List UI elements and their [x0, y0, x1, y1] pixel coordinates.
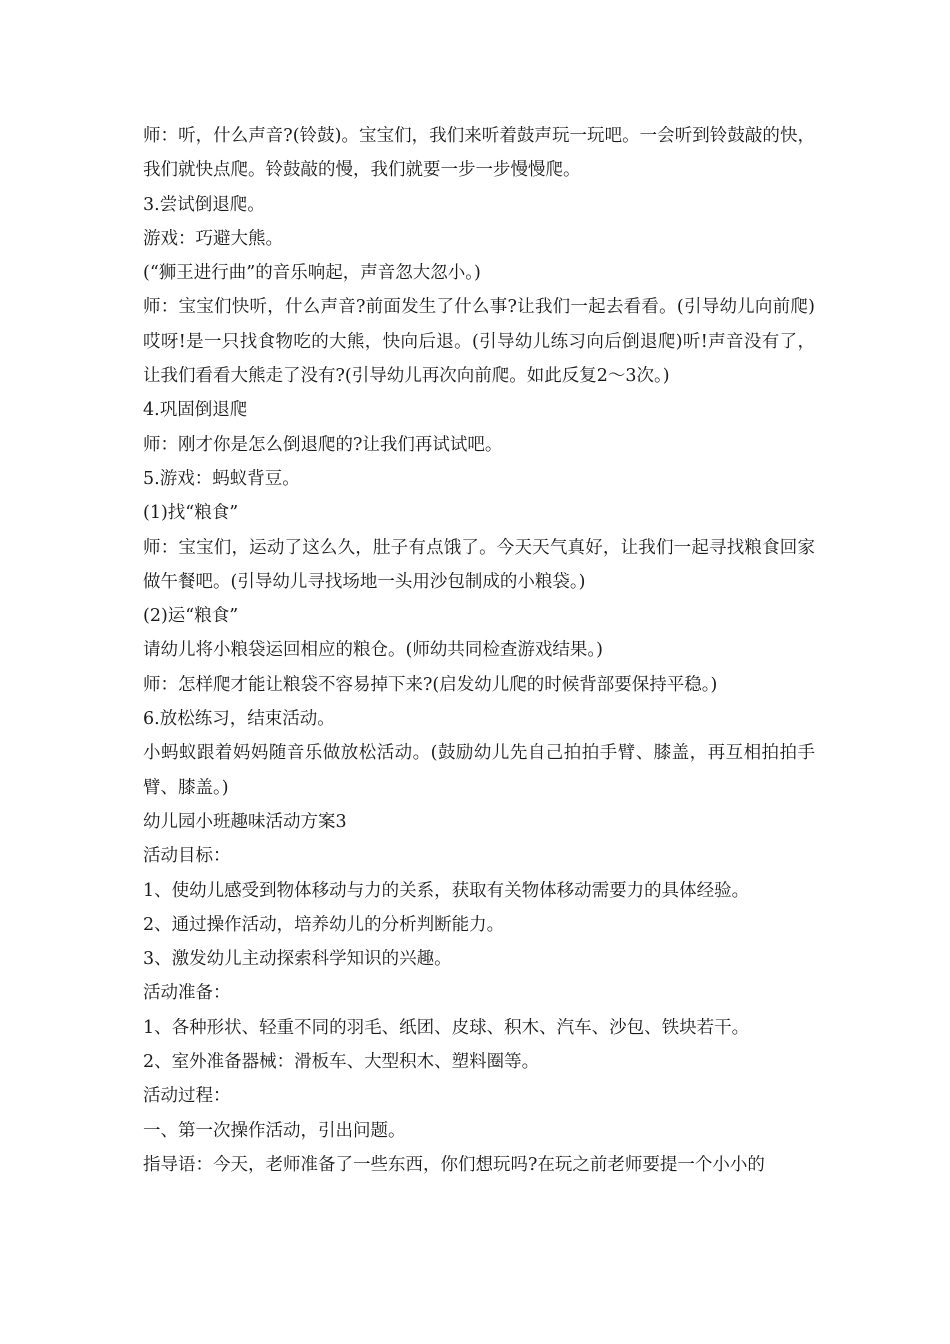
- goal-item-3: 3、激发幼儿主动探索科学知识的兴趣。: [143, 949, 452, 970]
- paragraph-teacher-listen: 师：宝宝们快听，什么声音?前面发生了什么事?让我们一起去看看。(引导幼儿向前爬)哎呀!是一只找食物吃的大熊，快向后退。(引导幼儿练习向后倒退爬)听!声音没有了，让我们看看大熊走了没有?(引导幼儿再次向前爬。如此反复2～3次。): [143, 297, 815, 387]
- goal-item-1: 1、使幼儿感受到物体移动与力的关系，获取有关物体移动需要力的具体经验。: [143, 880, 750, 901]
- document-page: [143, 119, 815, 1182]
- paragraph-teacher-hungry: 师：宝宝们，运动了这么久，肚子有点饿了。今天天气真好，让我们一起寻找粮食回家做午餐吧。(引导幼儿寻找场地一头用沙包制成的小粮袋。): [143, 537, 815, 592]
- heading-process: 活动过程：: [143, 1086, 231, 1107]
- heading-step-5: 5.游戏：蚂蚁背豆。: [143, 468, 300, 489]
- process-step-1: 一、第一次操作活动，引出问题。: [143, 1120, 406, 1141]
- paragraph-music-note: (“狮王进行曲”的音乐响起，声音忽大忽小。): [143, 263, 481, 284]
- heading-preparation: 活动准备：: [143, 983, 231, 1004]
- paragraph-carry-bags: 请幼儿将小粮袋运回相应的粮仓。(师幼共同检查游戏结果。): [143, 640, 603, 661]
- heading-step-3: 3.尝试倒退爬。: [143, 194, 265, 215]
- paragraph-teacher-drum: 师：听，什么声音?(铃鼓)。宝宝们，我们来听着鼓声玩一玩吧。一会听到铃鼓敲的快，我们就快点爬。铃鼓敲的慢，我们就要一步一步慢慢爬。: [143, 126, 815, 181]
- preparation-item-2: 2、室外准备器械：滑板车、大型积木、塑料圈等。: [143, 1052, 540, 1073]
- heading-step-6: 6.放松练习，结束活动。: [143, 709, 335, 730]
- heading-goals: 活动目标：: [143, 846, 231, 867]
- paragraph-guidance: 指导语：今天，老师准备了一些东西，你们想玩吗?在玩之前老师要提一个小小的: [143, 1154, 765, 1175]
- heading-step-4: 4.巩固倒退爬: [143, 400, 248, 421]
- paragraph-game-avoid-bear: 游戏：巧避大熊。: [143, 228, 283, 249]
- section-title-plan-3: 幼儿园小班趣味活动方案3: [143, 811, 347, 832]
- paragraph-teacher-retry: 师：刚才你是怎么倒退爬的?让我们再试试吧。: [143, 434, 503, 455]
- subheading-carry-food: (2)运“粮食”: [143, 606, 239, 627]
- subheading-find-food: (1)找“粮食”: [143, 503, 239, 524]
- paragraph-relax: 小蚂蚁跟着妈妈随音乐做放松活动。(鼓励幼儿先自己拍拍手臂、膝盖，再互相拍拍手臂、膝盖。): [143, 743, 815, 798]
- goal-item-2: 2、通过操作活动，培养幼儿的分析判断能力。: [143, 914, 505, 935]
- paragraph-teacher-how-crawl: 师：怎样爬才能让粮袋不容易掉下来?(启发幼儿爬的时候背部要保持平稳。): [143, 674, 718, 695]
- preparation-item-1: 1、各种形状、轻重不同的羽毛、纸团、皮球、积木、汽车、沙包、铁块若干。: [143, 1017, 750, 1038]
